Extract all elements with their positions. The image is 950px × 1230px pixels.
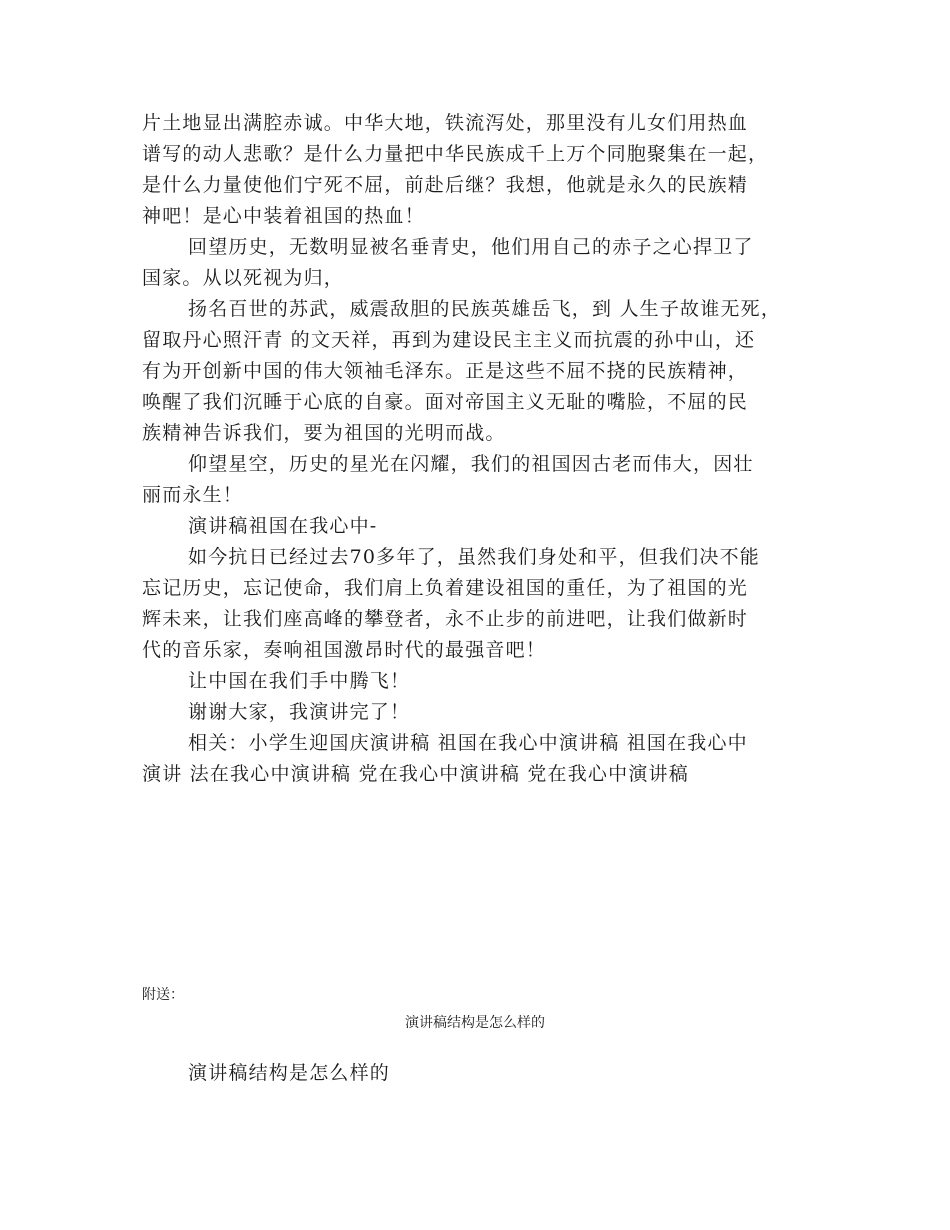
paragraph-8: 谢谢大家，我演讲完了！: [188, 701, 411, 723]
appendix-label: 附送：: [142, 987, 184, 1003]
appendix-heading: 演讲稿结构是怎么样的: [188, 1062, 391, 1084]
appendix-title: 演讲稿结构是怎么样的: [405, 1015, 545, 1031]
paragraph-1: 片土地显出满腔赤诚。中华大地，铁流泻处，那里没有儿女们用热血 谱写的动人悲歌？是什么力量把中华民族成千上万个同胞聚集在一起， 是什么力量使他们宁死不屈，前赴后继？我想，他就是永久的民族精 神吧！是心中装着祖国的热血！: [142, 112, 769, 227]
paragraph-5: 演讲稿祖国在我心中-: [188, 515, 378, 537]
paragraph-2: 回望历史，无数明显被名垂青史，他们用自己的赤子之心捍卫了 国家。从以死视为归，: [142, 236, 754, 289]
document-body: [142, 108, 832, 790]
paragraph-3: 扬名百世的苏武，威震敌胆的民族英雄岳飞，到 人生子故谁无死， 留取丹心照汗青 的文天祥，再到为建设民主主义而抗震的孙中山，还 有为开创新中国的伟大领袖毛泽东。正是这些不屈不挠的民族精神， 唤醒了我们沉睡于心底的自豪。面对帝国主义无耻的嘴脸，不屈的民 族精神告诉我们，要为祖国的光明而战。: [142, 298, 782, 444]
paragraph-9: 相关：小学生迎国庆演讲稿 祖国在我心中演讲稿 祖国在我心中 演讲 法在我心中演讲稿 党在我心中演讲稿 党在我心中演讲稿: [142, 732, 748, 785]
paragraph-4: 仰望星空，历史的星光在闪耀，我们的祖国因古老而伟大，因壮 丽而永生！: [142, 453, 754, 506]
paragraph-6: 如今抗日已经过去70多年了，虽然我们身处和平，但我们决不能 忘记历史，忘记使命，我们肩上负着建设祖国的重任，为了祖国的光 辉未来，让我们座高峰的攀登者，永不止步的前进吧，让我们做新时 代的音乐家，奏响祖国激昂时代的最强音吧！: [142, 546, 760, 661]
paragraph-7: 让中国在我们手中腾飞！: [188, 670, 411, 692]
